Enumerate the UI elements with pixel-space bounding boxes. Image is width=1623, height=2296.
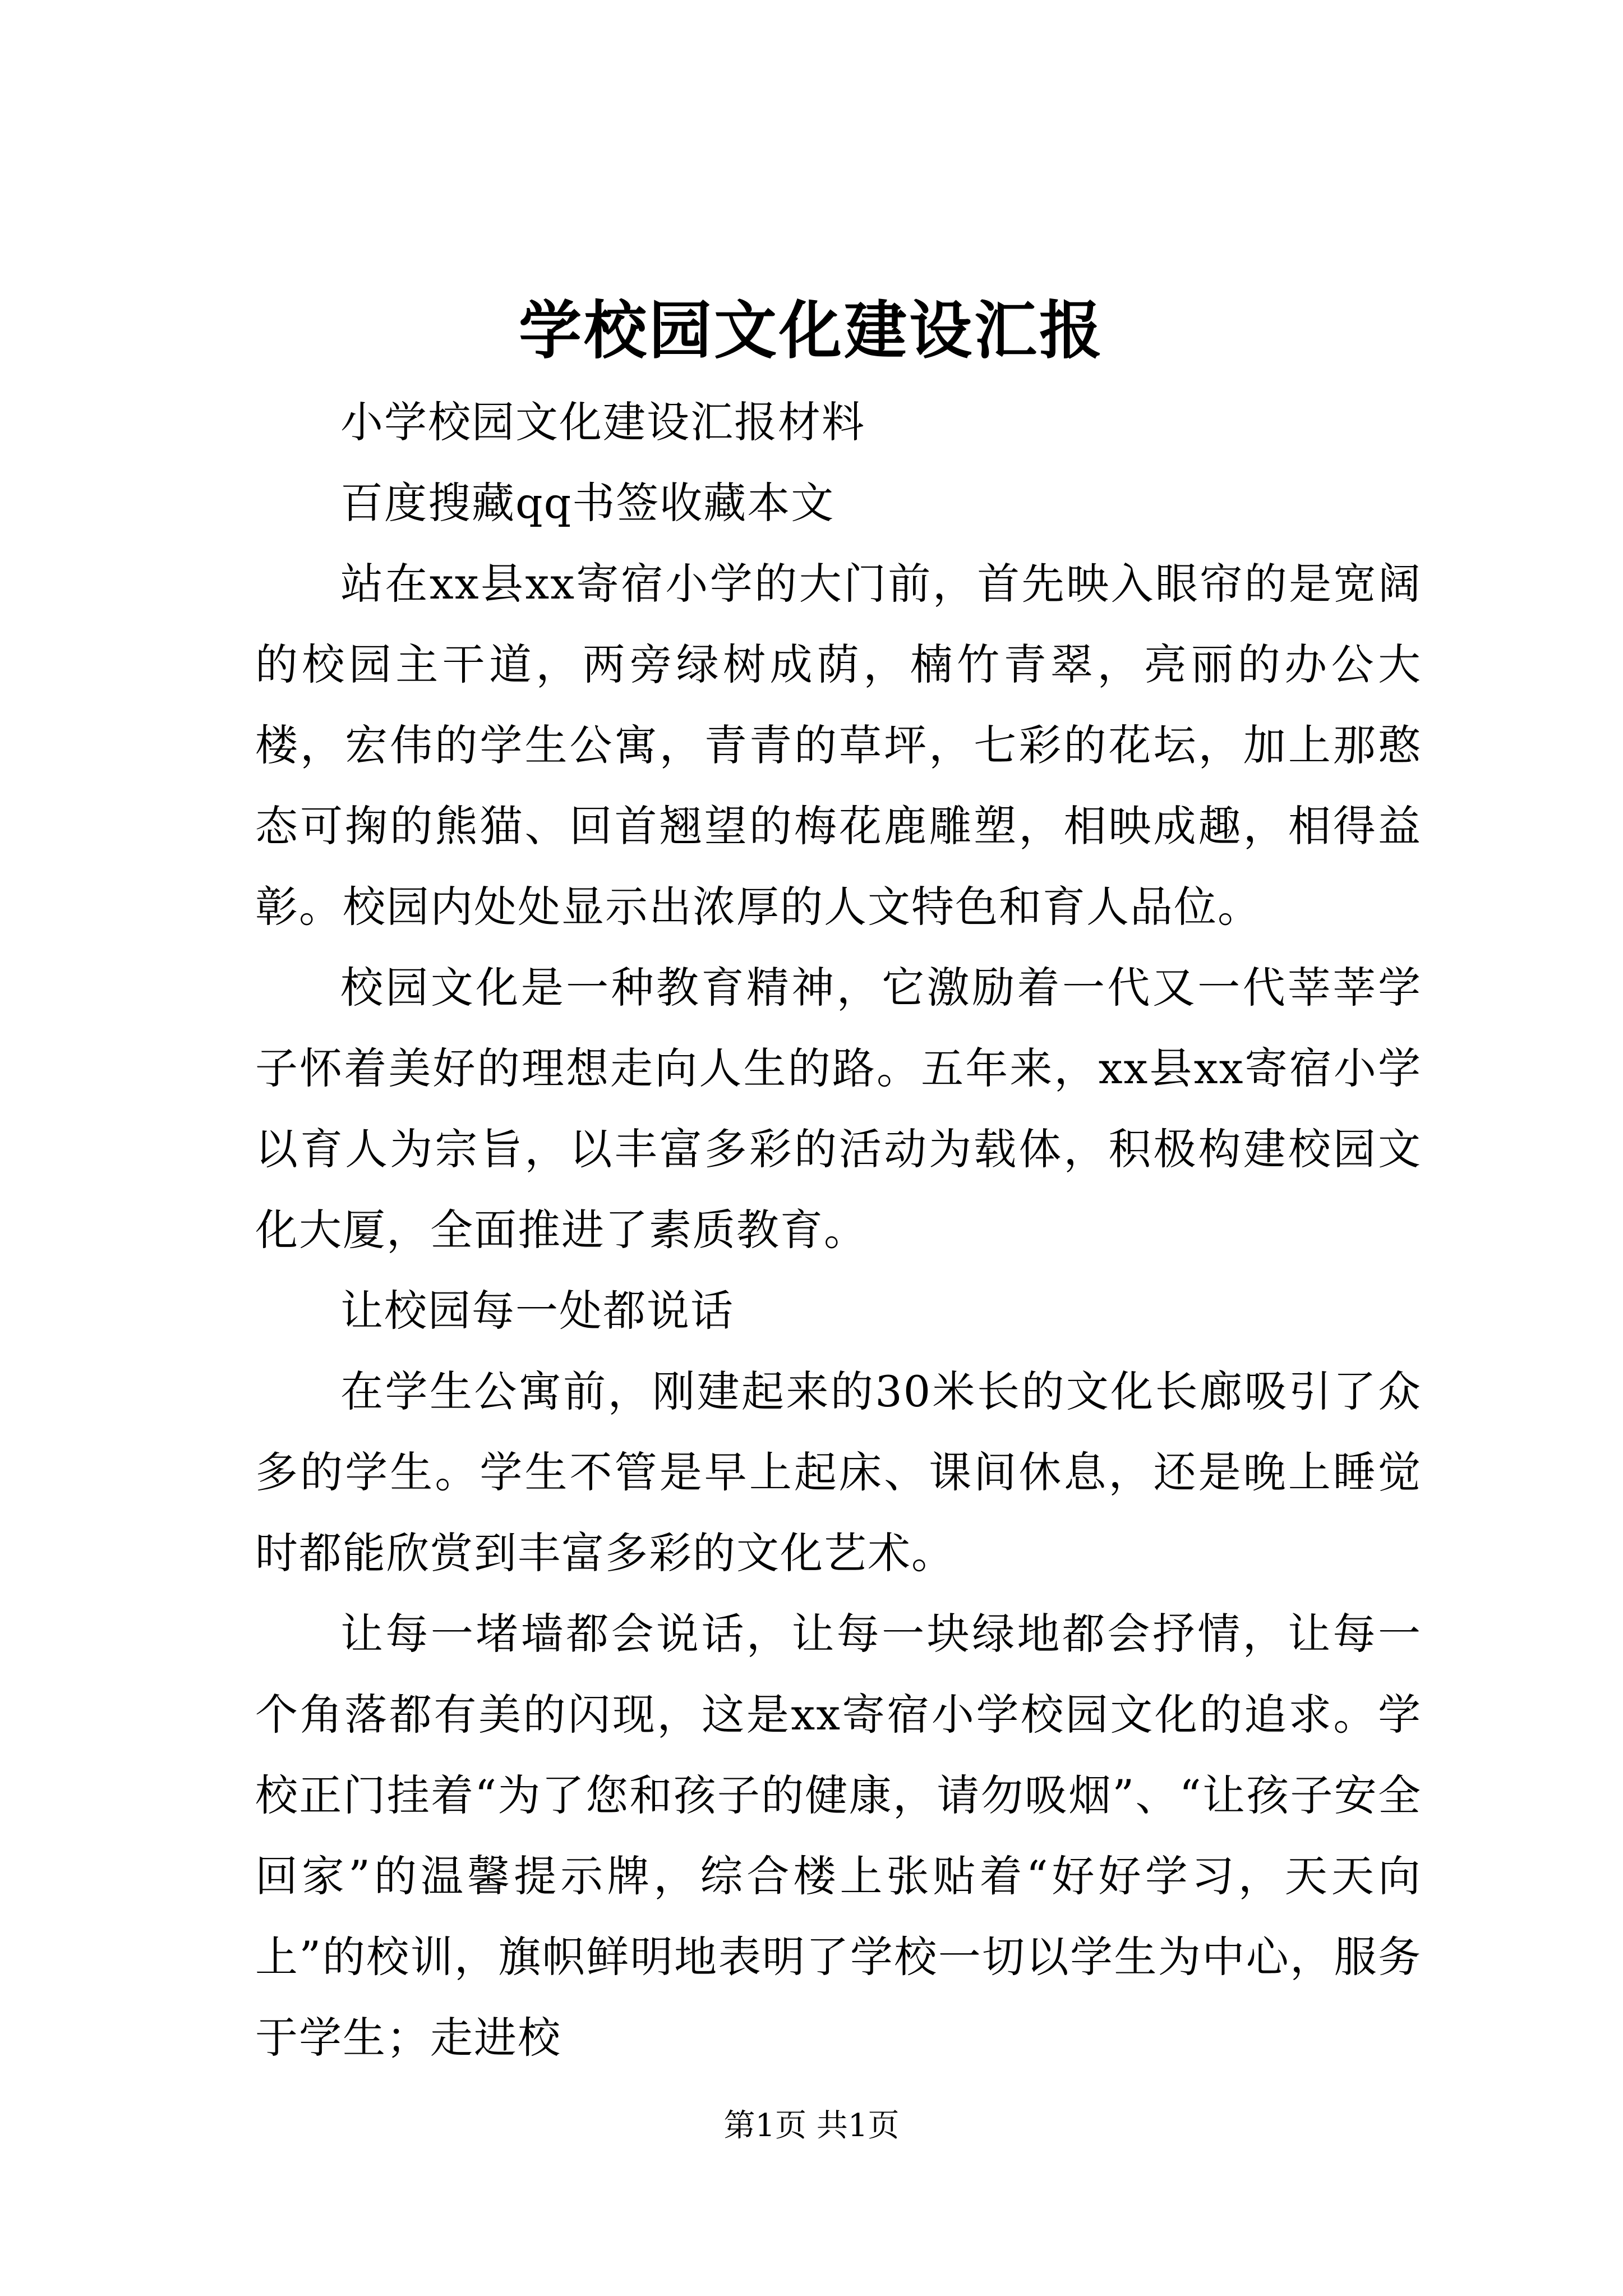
paragraph: 校园文化是一种教育精神，它激励着一代又一代莘莘学子怀着美好的理想走向人生的路。五年来，xx县xx寄宿小学以育人为宗旨，以丰富多彩的活动为载体，积极构建校园文化大厦，全面推进了素质教育。 — [255, 963, 1422, 1255]
paragraph: 在学生公寓前，刚建起来的30米长的文化长廊吸引了众多的学生。学生不管是早上起床、课间休息，还是晚上睡觉时都能欣赏到丰富多彩的文化艺术。 — [255, 1366, 1422, 1578]
bookmark-line: 百度搜藏qq书签收藏本文 — [340, 478, 835, 528]
paragraph: 让每一堵墙都会说话，让每一块绿地都会抒情，让每一个角落都有美的闪现，这是xx寄宿小学校园文化的追求。学校正门挂着“为了您和孩子的健康，请勿吸烟”、“让孩子安全回家”的温馨提示牌，综合楼上张贴着“好好学习，天天向上”的校训，旗帜鲜明地表明了学校一切以学生为中心，服务于学生；走进校 — [255, 1609, 1422, 2063]
document-title: 学校园文化建设汇报 — [519, 294, 1104, 367]
document-body — [255, 382, 1422, 2078]
page-footer: 第1页 共1页 — [723, 2108, 900, 2144]
paragraph: 站在xx县xx寄宿小学的大门前，首先映入眼帘的是宽阔的校园主干道，两旁绿树成荫，楠竹青翠，亮丽的办公大楼，宏伟的学生公寓，青青的草坪，七彩的花坛，加上那憨态可掬的熊猫、回首翘望的梅花鹿雕塑，相映成趣，相得益彰。校园内处处显示出浓厚的人文特色和育人品位。 — [255, 559, 1422, 932]
subtitle-line: 小学校园文化建设汇报材料 — [340, 397, 865, 447]
section-heading: 让校园每一处都说话 — [340, 1286, 734, 1336]
